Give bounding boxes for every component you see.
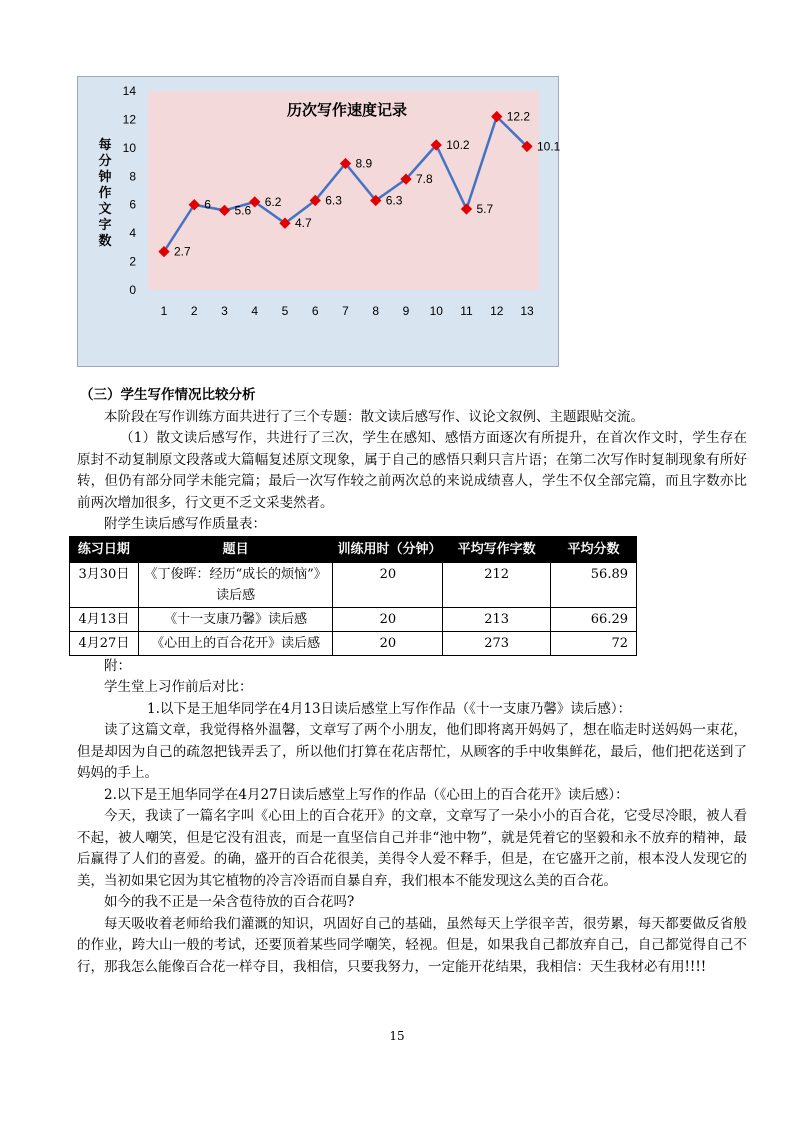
chart-title: 历次写作速度记录 [286,101,408,119]
paragraph: 附： [104,657,131,674]
paragraph: 每天吸收着老师给我们灌溉的知识，巩固好自己的基础，虽然每天上学很辛苦，很劳累，每天都要做反省般的作业，跨大山一般的考试，还要顶着某些同学嘲笑，轻视。但是，如果我自己都放弃自己，自己都觉得自己不行，那我怎么能像百合花一样夺目，我相信，只要我努力，一定能开花结果，我相信：天生我材必有用!!!! [77,915,747,975]
table-cell: 20 [333,631,443,655]
paragraph: 2.以下是王旭华同学在4月27日读后感堂上写作的作品（《心田上的百合花开》读后感）： [104,786,629,803]
table-header: 练习日期 [70,536,139,562]
y-axis-label-char: 作 [98,186,112,201]
y-tick-label: 14 [122,84,136,98]
x-tick-label: 13 [520,304,534,318]
y-axis-label-char: 钟 [98,170,112,185]
table-cell: 56.89 [551,562,637,607]
data-label: 6.3 [325,193,342,208]
paragraph: （1）散文读后感写作，共进行了三次，学生在感知、感悟方面逐次有所提升，在首次作文时，学生存在原封不动复制原文段落或大篇幅复述原文现象，属于自己的感悟只剩只言片语；在第二次写作时复制现象有所好转，但仍有部分同学未能完篇；最后一次写作较之前两次总的来说成绩喜人，学生不仅全部完篇，而且字数亦比前两次增加很多，行文更不乏文采斐然者。 [77,430,747,511]
y-axis-label-char: 文 [98,202,112,217]
table-header: 训练用时（分钟） [333,536,443,562]
data-label: 10.2 [446,138,470,153]
y-tick-label: 0 [129,283,136,297]
writing-speed-chart [77,76,559,367]
x-tick-label: 2 [190,304,198,318]
table-cell: 213 [443,607,551,631]
table-row [70,562,637,607]
x-tick-label: 1 [160,304,168,318]
data-label: 6.2 [264,194,282,209]
y-tick-label: 10 [122,140,136,155]
table-cell: 《十一支康乃馨》读后感 [138,607,333,631]
chart-svg [78,77,561,366]
table-header: 平均分数 [551,536,637,562]
y-tick-label: 2 [129,254,136,269]
data-label: 10.1 [537,139,561,154]
y-tick-label: 6 [129,197,136,212]
x-tick-label: 10 [429,304,443,318]
table-cell: 212 [443,562,551,607]
table-cell: 20 [333,562,443,607]
y-axis-label-char: 分 [98,154,112,169]
page-number: 15 [389,1029,405,1043]
y-axis-label-char: 字 [98,218,112,233]
y-tick-label: 8 [129,169,136,184]
data-label: 5.7 [476,201,494,216]
paragraph: 今天，我读了一篇名字叫《心田上的百合花开》的文章，文章写了一朵小小的百合花，它受尽冷眼，被人看不起，被人嘲笑，但是它没有沮丧，而是一直坚信自己并非“池中物”，就是凭着它的坚毅和永不放弃的精神，最后赢得了人们的喜爱。的确，盛开的百合花很美，美得令人爱不释手，但是，在它盛开之前，根本没人发现它的美，当初如果它因为其它植物的冷言冷语而自暴自弃，我们根本不能发现这么美的百合花。 [77,808,747,889]
quality-table [69,536,637,656]
data-label: 2.7 [174,244,191,259]
table-row [70,631,637,655]
x-tick-label: 3 [221,304,228,318]
table-cell: 72 [551,631,637,655]
x-tick-label: 11 [460,304,473,318]
table-row [70,607,637,631]
table-header-row [70,536,637,562]
x-tick-label: 5 [281,304,289,318]
y-axis-label-char: 每 [98,138,112,153]
paragraph: 学生堂上习作前后对比： [104,679,253,695]
data-label: 5.6 [234,203,252,218]
table-cell: 273 [443,631,551,655]
data-label: 7.8 [416,172,433,187]
table-cell: 4月13日 [70,607,139,631]
data-label: 8.9 [355,156,373,171]
paragraph: 1.以下是王旭华同学在4月13日读后感堂上写作作品（《十一支康乃馨》读后感）： [147,700,632,717]
x-tick-label: 8 [372,304,380,318]
paragraph: 附学生读后感写作质量表： [104,516,266,532]
data-label: 6.3 [385,193,403,208]
table-cell: 66.29 [551,607,637,631]
paragraph: 本阶段在写作训练方面共进行了三个专题：散文读后感写作、议论文叙例、主题跟贴交流。 [104,408,644,425]
y-tick-label: 4 [129,226,136,241]
x-tick-label: 9 [402,304,410,318]
table-cell: 4月27日 [70,631,139,655]
x-tick-label: 12 [490,304,504,318]
table-cell: 《心田上的百合花开》读后感 [138,631,333,655]
data-label: 4.7 [295,216,312,231]
table-cell: 《丁俊晖：经历“成长的烦恼”》读后感 [138,562,333,607]
x-tick-label: 7 [342,304,349,318]
section-title: （三）学生写作情况比较分析 [80,387,256,403]
document-body [77,385,747,978]
y-tick-label: 12 [122,112,136,127]
data-label: 12.2 [506,109,531,124]
table-cell: 20 [333,607,443,631]
paragraph: 读了这篇文章，我觉得格外温馨，文章写了两个小朋友，他们即将离开妈妈了，想在临走时送妈妈一束花，但是却因为自己的疏忽把钱弄丢了，所以他们打算在花店帮忙，从顾客的手中收集鲜花，最后，他们把花送到了妈妈的手上。 [77,722,747,781]
table-header: 平均写作字数 [443,536,551,562]
table-cell: 3月30日 [70,562,139,607]
paragraph: 如今的我不正是一朵含苞待放的百合花吗? [104,894,355,910]
data-label: 6 [204,197,211,212]
plot-area [148,91,539,290]
table-header: 题目 [138,536,333,562]
x-tick-label: 6 [311,304,319,318]
x-tick-label: 4 [251,304,259,318]
y-axis-label-char: 数 [98,234,112,249]
